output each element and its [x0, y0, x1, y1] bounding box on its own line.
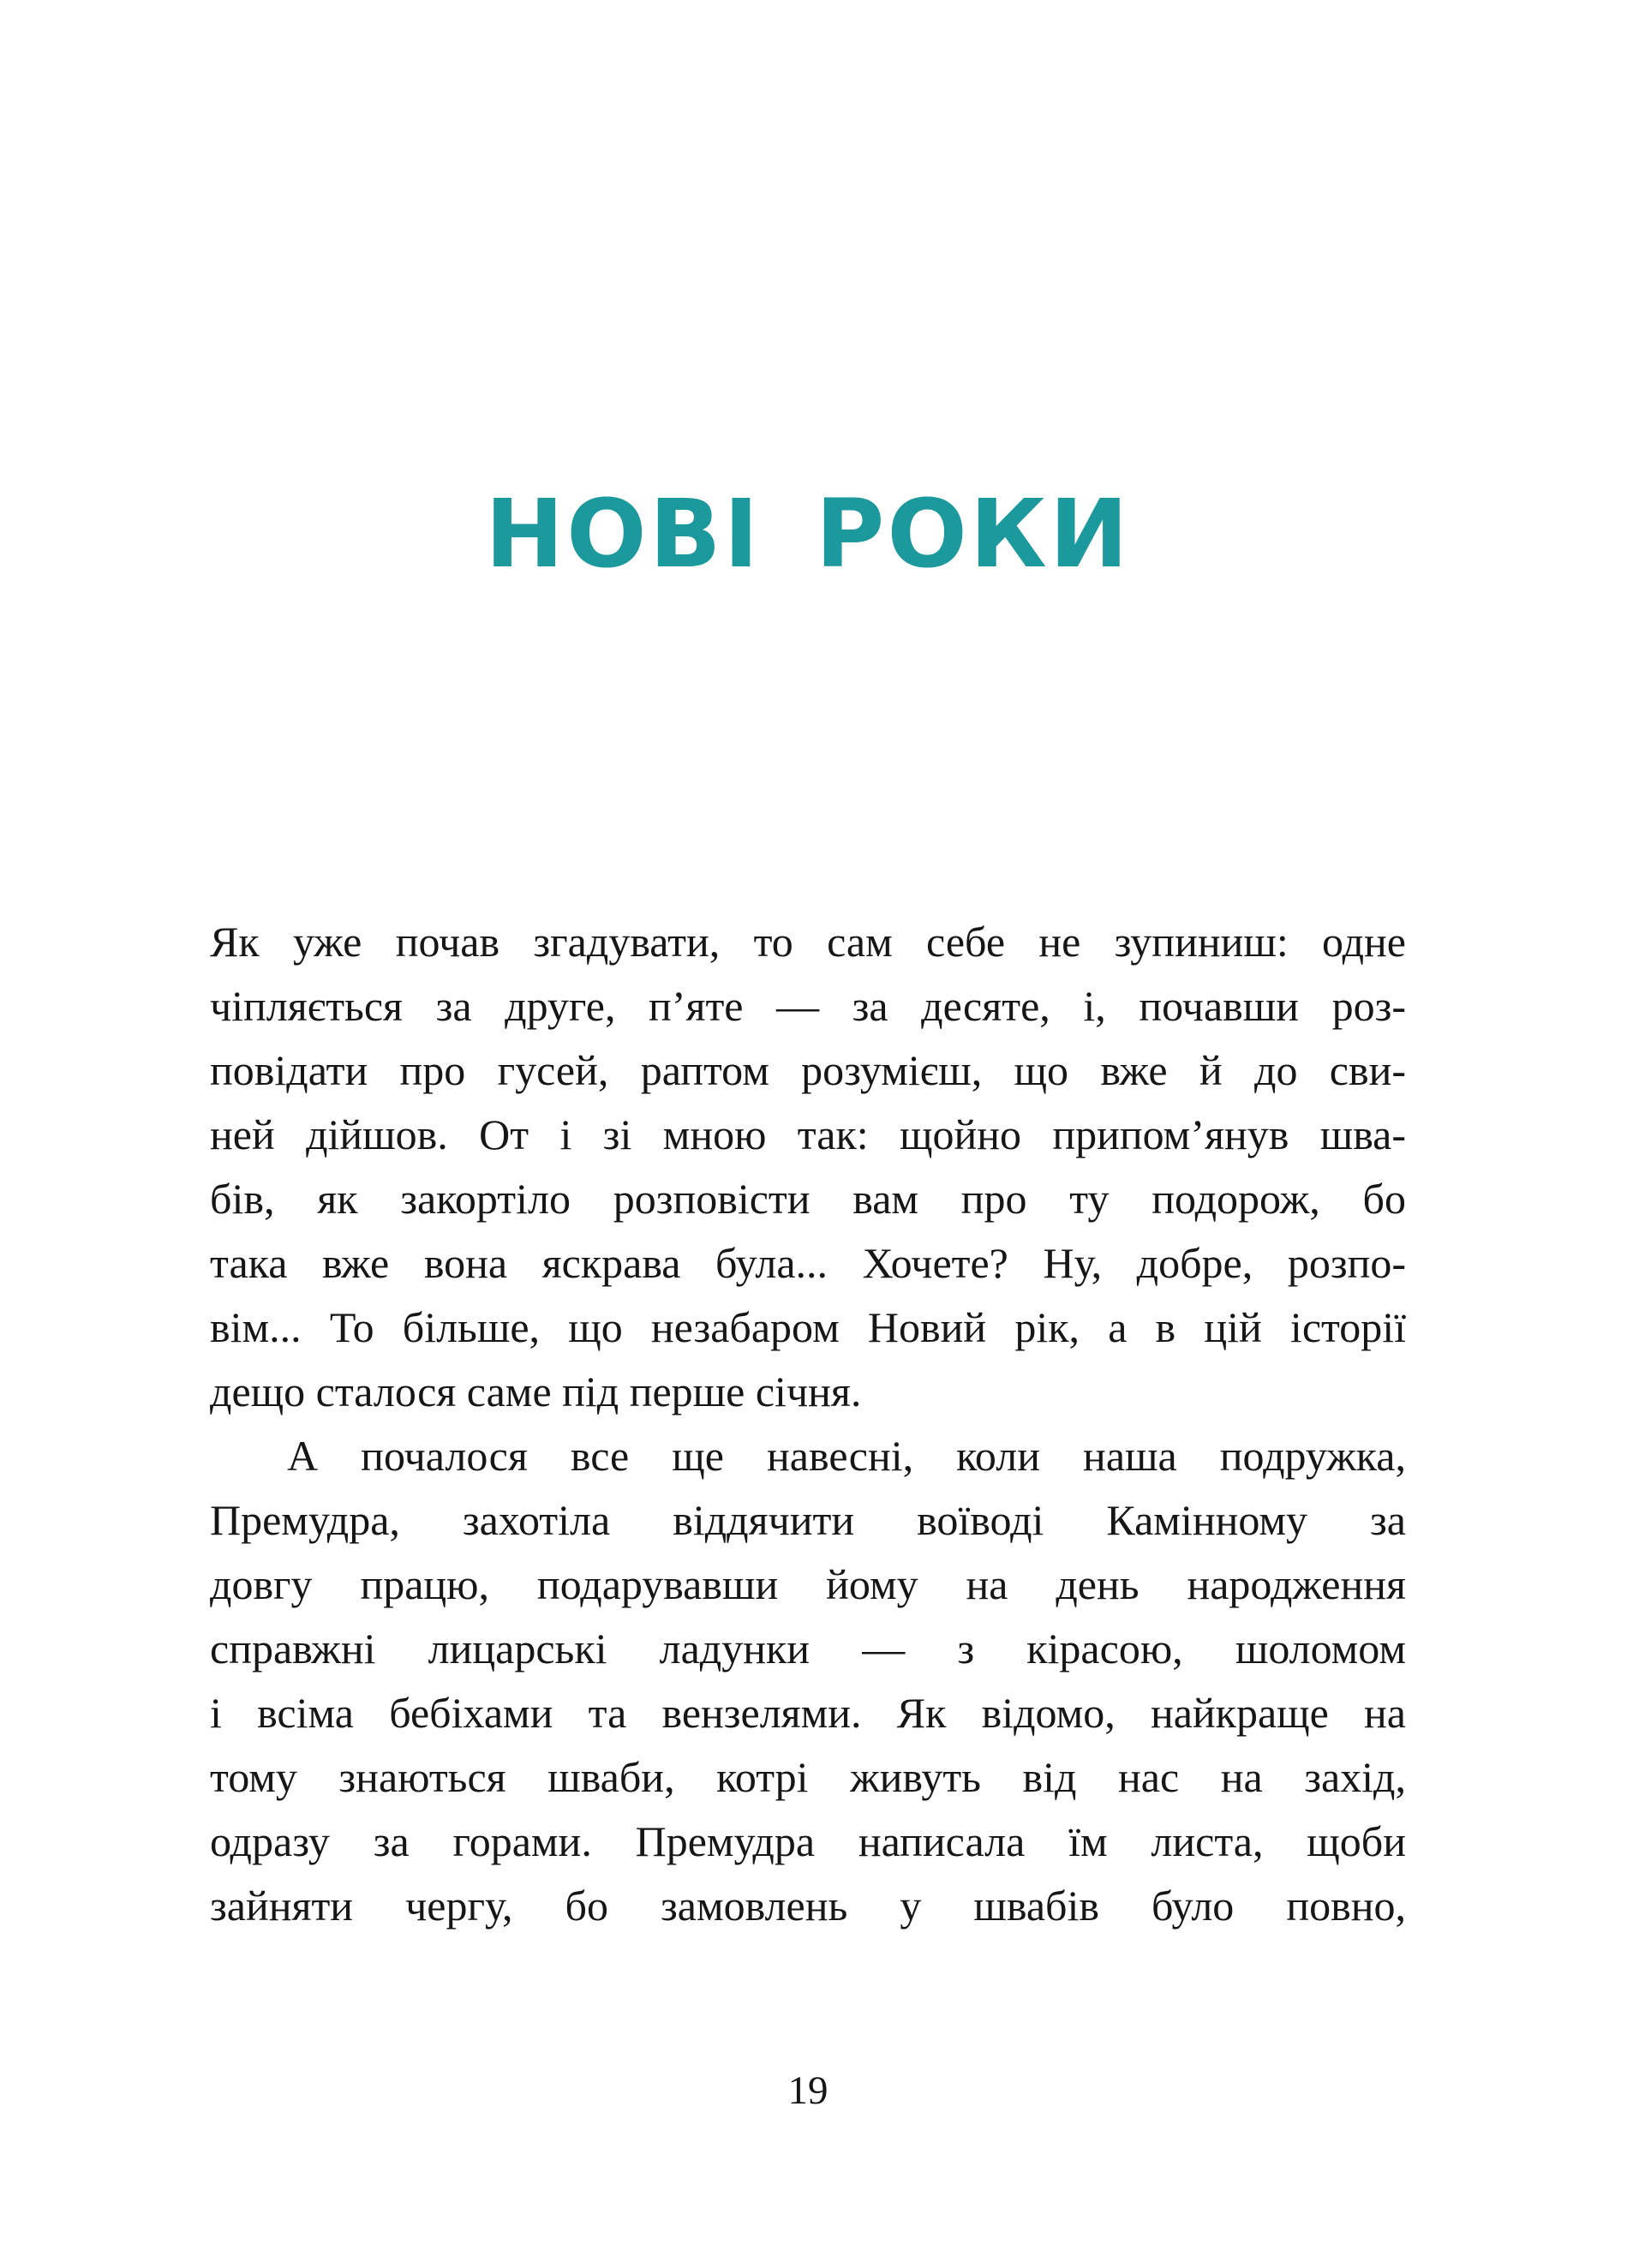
text-line: Як уже почав згадувати, то сам себе не зупиниш: одне — [210, 918, 1406, 966]
text-line: вім... То більше, що незабаром Новий рік, а в цій історії — [210, 1303, 1406, 1351]
text-line: одразу за горами. Премудра написала їм листа, щоби — [210, 1817, 1406, 1865]
text-line: Премудра, захотіла віддячити воїводі Камінному за — [210, 1496, 1406, 1544]
text-line: бів, як закортіло розповісти вам про ту подорож, бо — [210, 1175, 1406, 1223]
text-line: дещо сталося саме під перше січня. — [210, 1367, 862, 1415]
text-line: повідати про гусей, раптом розумієш, що вже й до сви- — [210, 1046, 1406, 1094]
text-line: така вже вона яскрава була... Хочете? Ну, добре, розпо- — [210, 1239, 1406, 1287]
text-block — [210, 910, 1406, 1938]
text-line: і всіма бебіхами та вензелями. Як відомо, найкраще на — [210, 1689, 1406, 1737]
text-line: довгу працю, подарувавши йому на день народження — [210, 1560, 1406, 1608]
text-line: ней дійшов. От і зі мною так: щойно припом’янув шва- — [210, 1110, 1406, 1158]
chapter-title: НОВІ РОКИ — [485, 479, 1131, 589]
text-line: зайняти чергу, бо замовлень у швабів було повно, — [210, 1882, 1406, 1930]
text-line: А почалося все ще навесні, коли наша подружка, — [287, 1432, 1406, 1480]
page-number: 19 — [787, 2068, 828, 2113]
text-line: тому знаються шваби, котрі живуть від нас на захід, — [210, 1753, 1406, 1801]
text-line: чіпляється за друге, п’яте — за десяте, і, почавши роз- — [210, 982, 1406, 1030]
text-line: справжні лицарські ладунки — з кірасою, шоломом — [210, 1625, 1406, 1673]
